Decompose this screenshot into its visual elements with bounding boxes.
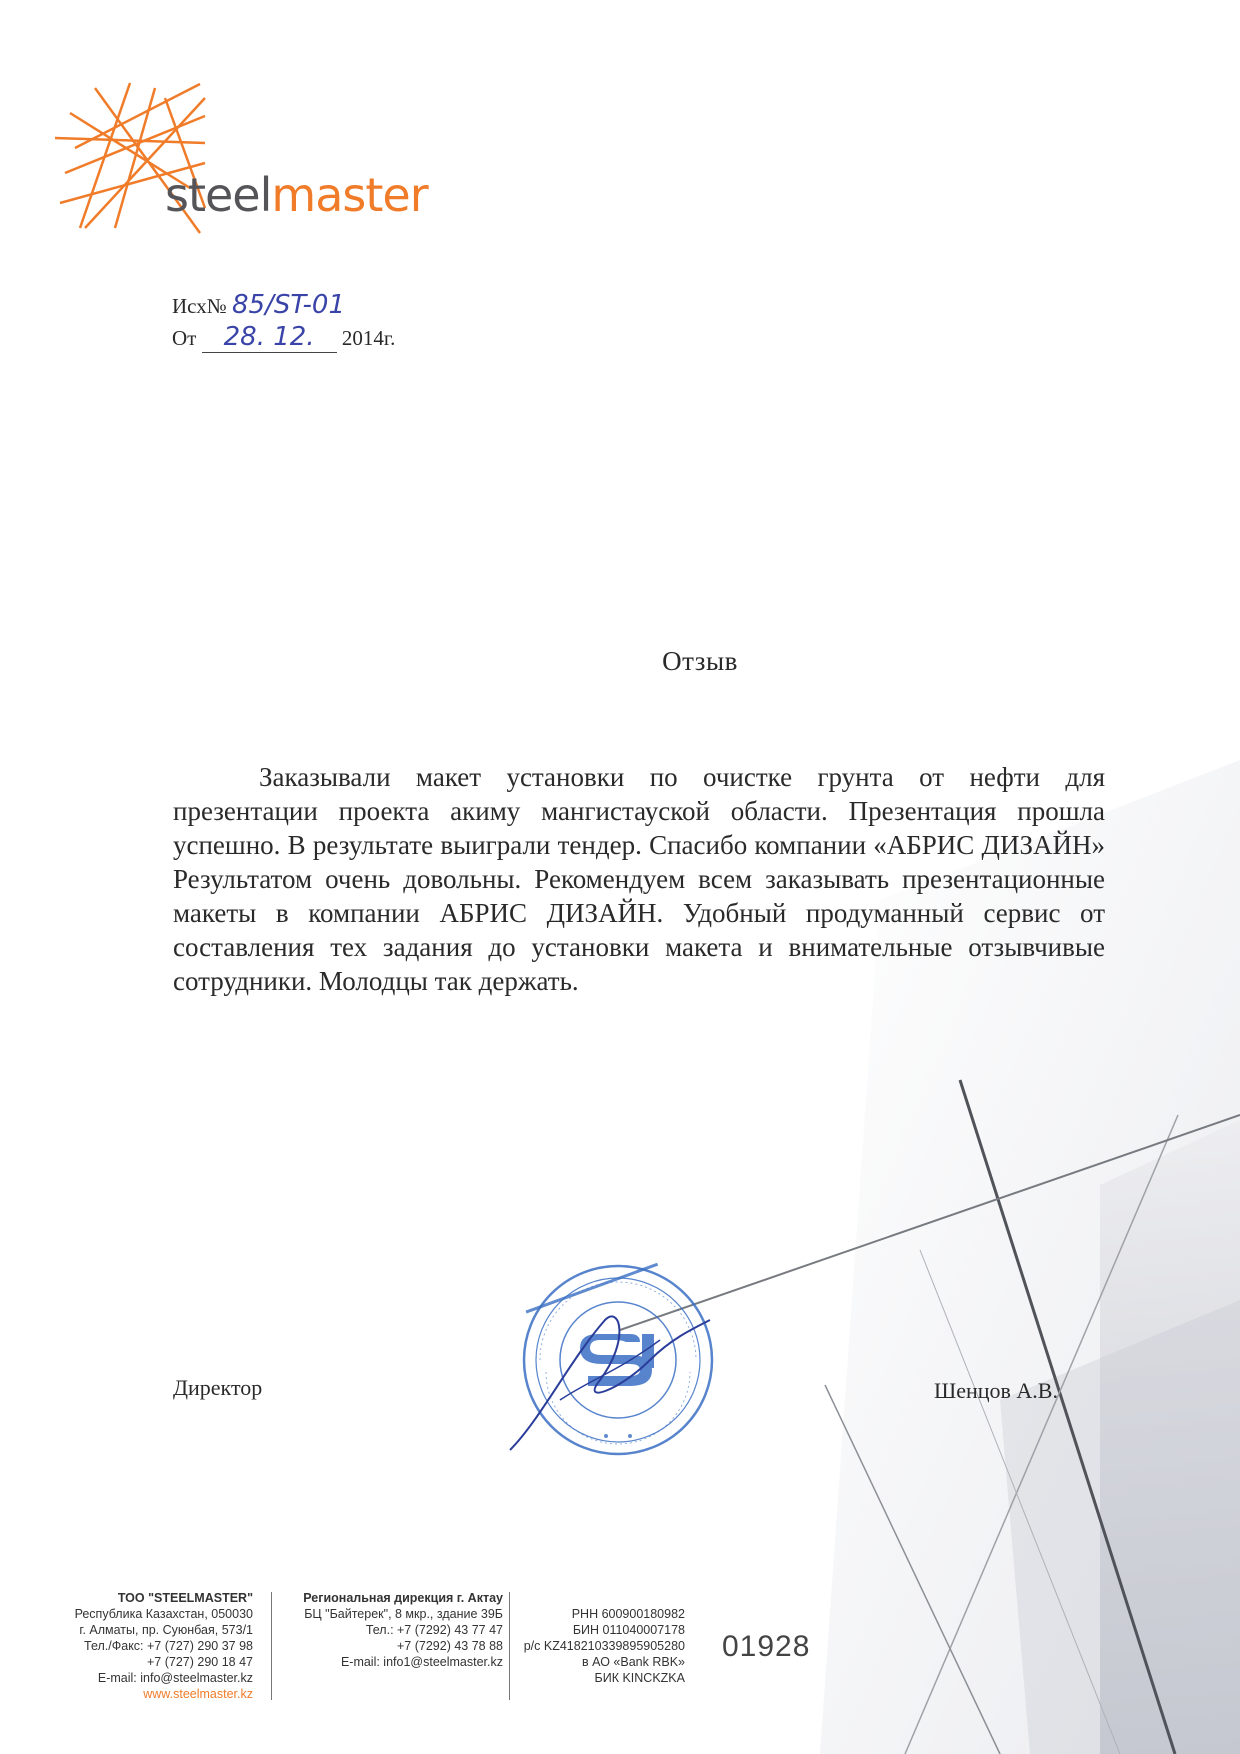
signatory-name: Шенцов А.В. (934, 1378, 1058, 1403)
footer-bik: БИК KINCKZKA (594, 1671, 685, 1685)
footer-company-phone: +7 (727) 290 18 47 (147, 1655, 253, 1669)
footer-account: р/с KZ418210339895905280 (523, 1639, 685, 1653)
footer-regional-email[interactable]: E-mail: info1@steelmaster.kz (340, 1655, 503, 1669)
footer-regional-title: Региональная дирекция г. Актау (303, 1591, 503, 1605)
footer-company-phone: Тел./Факс: +7 (727) 290 37 98 (84, 1639, 253, 1653)
footer-company-name: ТОО "STEELMASTER" (117, 1591, 253, 1605)
date-blank (202, 322, 337, 353)
footer-regional-info (265, 1590, 503, 1670)
footer-rnn: РНН 600900180982 (571, 1607, 685, 1621)
steelmaster-logo (165, 168, 428, 222)
footer-divider (509, 1592, 510, 1700)
letter-title: Отзыв (662, 646, 738, 676)
footer-bin: БИН 011040007178 (572, 1623, 685, 1637)
outgoing-number: 85/ST-01 (232, 290, 345, 320)
date-handwritten: 28. 12. (223, 322, 315, 352)
footer-company-line: г. Алматы, пр. Суюнбая, 573/1 (79, 1623, 253, 1637)
outgoing-label: Исх№ (172, 294, 227, 318)
outgoing-reference (172, 290, 345, 320)
signatory-position: Директор (173, 1375, 263, 1400)
footer-regional-phone: +7 (7292) 43 78 88 (397, 1639, 503, 1653)
footer-regional-phone: Тел.: +7 (7292) 43 77 47 (365, 1623, 503, 1637)
footer-company-info (75, 1590, 253, 1702)
reference-date (172, 322, 395, 353)
footer-bank-name: в АО «Bank RBK» (582, 1655, 685, 1669)
date-label: От (172, 326, 197, 350)
footer-regional-line: БЦ "Байтерек", 8 мкр., здание 39Б (304, 1607, 503, 1621)
serial-number: 01928 (722, 1630, 811, 1663)
logo-text-steel: steel (165, 168, 272, 222)
year-suffix: 2014г. (341, 326, 396, 350)
letter-body: Заказывали макет установки по очистке грунта от нефти для презентации проекта акиму мангистауской области. Презентация прошла успешно. В результате выиграли тендер. Спасибо компании «АБРИС ДИЗАЙН» Результатом очень довольны. Рекомендуем всем заказывать презентационные макеты в компании АБРИС ДИЗАЙН. Удобный продуманный сервис от составления тех задания до установки макета и внимательные отзывчивые сотрудники. Молодцы так держать. (173, 762, 1105, 996)
footer-website-link[interactable]: www.steelmaster.kz (143, 1687, 253, 1701)
footer-bank-info (511, 1590, 685, 1686)
footer-company-email[interactable]: E-mail: info@steelmaster.kz (97, 1671, 253, 1685)
footer-company-line: Республика Казахстан, 050030 (74, 1607, 253, 1621)
handwritten-signature (500, 1300, 720, 1460)
logo-text-master: master (271, 168, 428, 222)
